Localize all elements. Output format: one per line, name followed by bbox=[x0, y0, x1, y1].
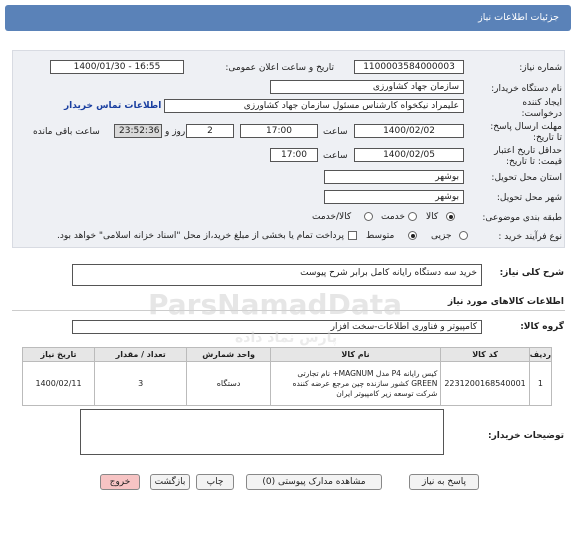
validity-label-2: قیمت: تا تاریخ: bbox=[506, 157, 562, 167]
need-number-label: شماره نیاز: bbox=[519, 63, 562, 73]
remaining-time-field: 23:52:36 bbox=[114, 124, 162, 138]
buyer-notes-label: توضیحات خریدار: bbox=[488, 431, 564, 441]
category-both-label: کالا/خدمت bbox=[312, 212, 352, 222]
treasury-payment-checkbox[interactable] bbox=[348, 231, 357, 240]
process-label: نوع فرآیند خرید : bbox=[498, 232, 562, 242]
cell-qty: 3 bbox=[95, 362, 187, 406]
category-label: طبقه بندی موضوعی: bbox=[482, 213, 562, 223]
validity-label-1: حداقل تاریخ اعتبار bbox=[494, 146, 562, 156]
goods-group-label: گروه کالا: bbox=[520, 322, 564, 332]
announce-label: تاریخ و ساعت اعلان عمومی: bbox=[225, 63, 334, 73]
need-number-field: 1100003584000003 bbox=[354, 60, 464, 74]
treasury-payment-note: پرداخت تمام یا بخشی از مبلغ خرید،از محل "اسناد خزانه اسلامی" خواهد بود. bbox=[56, 231, 344, 241]
buyer-contact-link[interactable]: اطلاعات تماس خریدار bbox=[64, 101, 162, 111]
table-header-row bbox=[23, 348, 552, 362]
buyer-org-label: نام دستگاه خریدار: bbox=[491, 84, 562, 94]
goods-section-title: اطلاعات کالاهای مورد نیاز bbox=[447, 297, 564, 307]
col-row: ردیف bbox=[529, 348, 551, 362]
deadline-label-1: مهلت ارسال پاسخ: bbox=[490, 122, 562, 132]
section-divider bbox=[12, 310, 565, 311]
col-unit: واحد شمارش bbox=[187, 348, 270, 362]
summary-label: شرح کلی نیاز: bbox=[499, 268, 564, 278]
creator-label-2: درخواست: bbox=[521, 109, 562, 119]
city-field: بوشهر bbox=[324, 190, 464, 204]
col-qty: تعداد / مقدار bbox=[95, 348, 187, 362]
back-button[interactable]: بازگشت bbox=[150, 474, 190, 490]
reply-button[interactable]: پاسخ به نیاز bbox=[409, 474, 479, 490]
validity-time-label: ساعت bbox=[323, 151, 348, 161]
category-both-radio[interactable] bbox=[364, 212, 373, 221]
announce-field: 1400/01/30 - 16:55 bbox=[50, 60, 184, 74]
province-field: بوشهر bbox=[324, 170, 464, 184]
buyer-org-field: سازمان جهاد کشاورزی bbox=[270, 80, 464, 94]
watermark-logo: ParsNamadData bbox=[148, 288, 402, 321]
deadline-time-field: 17:00 bbox=[240, 124, 318, 138]
days-label: روز و bbox=[165, 127, 186, 137]
cell-unit: دستگاه bbox=[187, 362, 270, 406]
category-service-radio[interactable] bbox=[408, 212, 417, 221]
cell-date: 1400/02/11 bbox=[23, 362, 95, 406]
buyer-notes-field bbox=[80, 409, 444, 455]
deadline-label-2: تا تاریخ: bbox=[532, 133, 562, 143]
remaining-label: ساعت باقی مانده bbox=[33, 127, 100, 137]
goods-table bbox=[22, 347, 552, 406]
col-code: کد کالا bbox=[441, 348, 529, 362]
view-attachments-button[interactable]: مشاهده مدارک پیوستی (0) bbox=[246, 474, 382, 490]
creator-label-1: ایجاد کننده bbox=[522, 98, 562, 108]
days-field: 2 bbox=[186, 124, 234, 138]
creator-field: علیمراد نیکخواه کارشناس مسئول سازمان جهاد کشاورزی bbox=[164, 99, 464, 113]
validity-time-field: 17:00 bbox=[270, 148, 318, 162]
cell-name: کیس رایانه P4 مدل MAGNUM+ نام تجارتی GREEN کشور سازنده چین مرجع عرضه کننده شرکت توسعه زیر کامپیوتر ایران bbox=[270, 362, 441, 406]
exit-button[interactable]: خروج bbox=[100, 474, 140, 490]
province-label: استان محل تحویل: bbox=[491, 173, 562, 183]
table-row bbox=[23, 362, 552, 406]
goods-group-field: کامپیوتر و فناوری اطلاعات-سخت افزار bbox=[72, 320, 482, 334]
cell-code: 2231200168540001 bbox=[441, 362, 529, 406]
col-date: تاریخ نیاز bbox=[23, 348, 95, 362]
watermark-text: پارس نماد داده bbox=[235, 330, 338, 346]
process-medium-radio[interactable] bbox=[408, 231, 417, 240]
summary-field: خرید سه دستگاه رایانه کامل برابر شرح پیوست bbox=[72, 264, 482, 286]
deadline-date-field: 1400/02/02 bbox=[354, 124, 464, 138]
category-goods-label: کالا bbox=[426, 212, 439, 222]
category-service-label: خدمت bbox=[381, 212, 405, 222]
page-header bbox=[5, 5, 571, 31]
process-minor-label: جزیی bbox=[431, 231, 452, 241]
category-goods-radio[interactable] bbox=[446, 212, 455, 221]
process-minor-radio[interactable] bbox=[459, 231, 468, 240]
city-label: شهر محل تحویل: bbox=[496, 193, 562, 203]
page-title: جزئیات اطلاعات نیاز bbox=[478, 12, 559, 23]
print-button[interactable]: چاپ bbox=[196, 474, 234, 490]
validity-date-field: 1400/02/05 bbox=[354, 148, 464, 162]
process-medium-label: متوسط bbox=[366, 231, 395, 241]
cell-row: 1 bbox=[529, 362, 551, 406]
deadline-time-label: ساعت bbox=[323, 127, 348, 137]
col-name: نام کالا bbox=[270, 348, 441, 362]
